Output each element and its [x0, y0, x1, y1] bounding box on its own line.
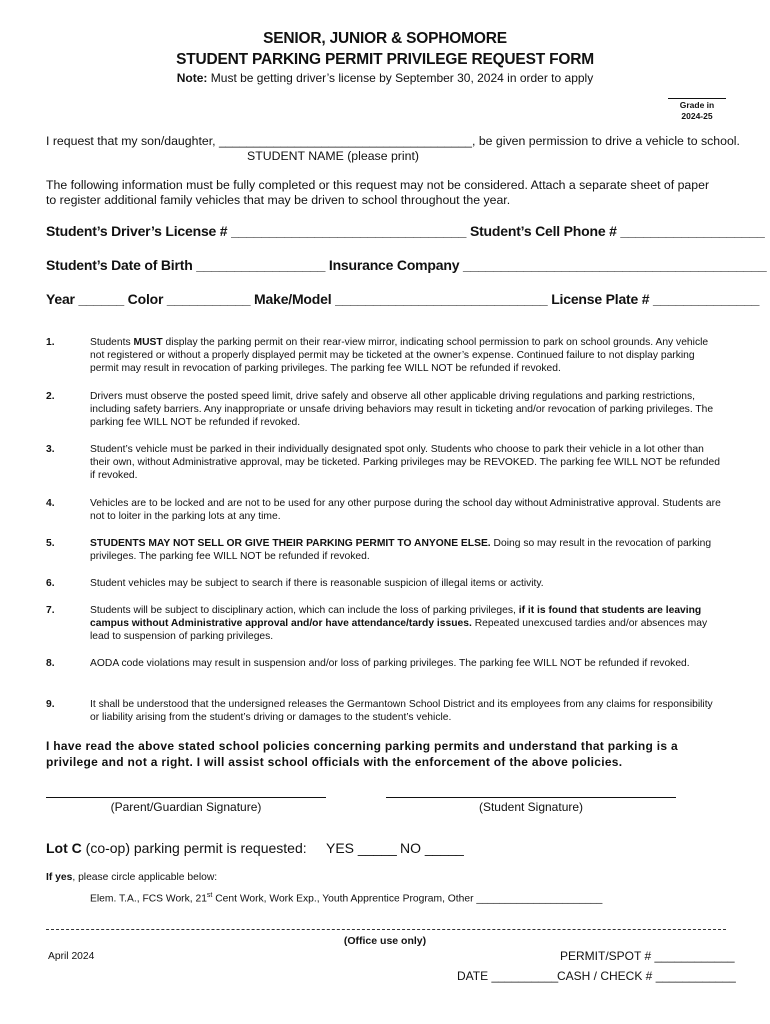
request-suffix: , be given permission to drive a vehicle to school.	[472, 134, 740, 148]
rule-text-pre: Student vehicles may be subject to search if there is reasonable suspicion of illegal items or activity.	[90, 578, 544, 589]
rule-text-pre: Student’s vehicle must be parked in their individually designated spot only. Students who choose to park their vehicle in a lot other than their own, without Administrative approval, may be ticketed. Parking privileges may be REVOKED. The parking fee WILL NOT be refunded if revoked.	[90, 444, 720, 482]
form-date: April 2024	[48, 951, 95, 962]
rule-text-bold: STUDENTS MAY NOT SELL OR GIVE THEIR PARKING PERMIT TO ANYONE ELSE.	[90, 538, 491, 549]
rule-text	[90, 537, 722, 563]
rule-text	[90, 497, 722, 523]
vehicle-fields[interactable]: Year ______ Color ___________ Make/Model ____________________________ License Plate # ______________	[46, 291, 760, 307]
form-title-line1: SENIOR, JUNIOR & SOPHOMORE	[263, 30, 507, 47]
rule-number: 2.	[46, 391, 55, 402]
rule-number: 6.	[46, 578, 55, 589]
permit-spot-field[interactable]: PERMIT/SPOT # ____________	[560, 949, 735, 963]
coop-options-sup: st	[206, 892, 213, 899]
parent-signature-line[interactable]	[46, 797, 326, 798]
coop-options[interactable]	[90, 892, 602, 904]
info-line-1: The following information must be fully completed or this request may not be considered. Attach a separate sheet of paper	[46, 178, 710, 192]
student-signature-caption: (Student Signature)	[478, 800, 584, 814]
rule-number: 9.	[46, 699, 55, 710]
parent-signature-caption: (Parent/Guardian Signature)	[110, 800, 262, 814]
rule-text	[90, 443, 722, 483]
rule-number: 7.	[46, 605, 55, 616]
rule-text	[90, 336, 722, 376]
rule-text-post: Repeated unexcused tardies and/or absences may lead to suspension of parking privileges.	[90, 618, 708, 643]
dob-insurance-fields[interactable]: Student’s Date of Birth _________________ Insurance Company ________________________________________	[46, 257, 767, 273]
license-phone-fields[interactable]: Student’s Driver’s License # _______________________________ Student’s Cell Phone # ___________________	[46, 223, 765, 239]
rule-text-post: Doing so may result in the revocation of parking privileges. The parking fee WILL NOT be refunded if revoked.	[90, 538, 712, 563]
office-divider	[46, 929, 726, 930]
rule-text-post: display the parking permit on their rear-view mirror, indicating school permission to park on school grounds. Any vehicle not registered or without a properly displayed permit may be ticketed at the owner’s expense. Continued failure to not display parking permit may result in revocation of parking privileges. The parking fee WILL NOT be refunded if revoked.	[90, 337, 709, 375]
lotc-yes-field[interactable]: YES _____	[326, 840, 397, 856]
rule-number: 4.	[46, 498, 55, 509]
cash-check-field[interactable]: CASH / CHECK # ____________	[557, 969, 736, 983]
rule-text	[90, 698, 722, 724]
rule-text-bold: if it is found that students are leaving campus without Administrative approval and/or have attendance/tardy issues.	[90, 605, 702, 630]
lotc-label-bold: Lot C	[46, 840, 82, 856]
rule-number: 5.	[46, 538, 55, 549]
info-line-2: to register additional family vehicles that may be driven to school throughout the year.	[46, 193, 511, 207]
rule-number: 3.	[46, 444, 55, 455]
request-prefix: I request that my son/daughter,	[46, 134, 219, 148]
license-note	[0, 71, 770, 85]
if-yes-bold: If yes	[46, 872, 73, 883]
rule-text-bold: MUST	[133, 337, 163, 348]
office-date-field[interactable]: DATE __________	[457, 969, 559, 983]
rule-text-pre: Drivers must observe the posted speed limit, drive safely and observe all other applicable driving regulations and parking restrictions, including safety barriers. Any inappropriate or unsafe driving behaviors may result in ticketing and/or revocation of parking privileges. The parking fee WILL NOT be refunded if revoked.	[90, 391, 714, 429]
if-yes-instruction	[46, 872, 217, 883]
acknowledgement: I have read the above stated school policies concerning parking permits and understand that parking is a privilege and not a right. I will assist school officials with the enforcement of the above policies.	[46, 739, 679, 769]
note-label: Note:	[176, 71, 208, 85]
rule-text	[90, 390, 722, 430]
office-use-label: (Office use only)	[343, 935, 427, 947]
student-signature-line[interactable]	[386, 797, 676, 798]
rule-text-pre: It shall be understood that the undersigned releases the Germantown School District and its employees from any claims for responsibility or liability arising from the student’s driving or damages to the student’s vehicle.	[90, 699, 713, 724]
grade-year: 2024-25	[681, 111, 713, 121]
rule-text-pre: Students will be subject to disciplinary action, which can include the loss of parking privileges,	[90, 605, 519, 616]
grade-field[interactable]	[668, 98, 726, 122]
coop-options-pre: Elem. T.A., FCS Work, 21	[90, 893, 207, 905]
lotc-request	[46, 840, 307, 856]
rule-text-pre: Students	[90, 337, 134, 348]
form-title-line2: STUDENT PARKING PERMIT PRIVILEGE REQUEST FORM	[176, 51, 594, 68]
rule-text	[90, 657, 722, 670]
rule-text	[90, 604, 722, 644]
rule-text-pre: Vehicles are to be locked and are not to be used for any other purpose during the school day without Administrative approval. Students are not to loiter in the parking lots at any time.	[90, 498, 721, 523]
lotc-label-rest: (co-op) parking permit is requested:	[81, 840, 307, 856]
rule-number: 8.	[46, 658, 55, 669]
rule-text-pre: AODA code violations may result in suspension and/or loss of parking privileges. The parking fee WILL NOT be refunded if revoked.	[90, 658, 690, 669]
lotc-no-field[interactable]: NO _____	[400, 840, 464, 856]
rule-number: 1.	[46, 337, 55, 348]
request-line	[46, 134, 740, 148]
grade-label: Grade in	[679, 100, 715, 110]
coop-options-post: Cent Work, Work Exp., Youth Apprentice Program, Other ______________________	[212, 893, 603, 905]
student-name-blank[interactable]: _____________________________________	[218, 134, 472, 148]
note-text: Must be getting driver’s license by September 30, 2024 in order to apply	[207, 71, 594, 85]
rule-text	[90, 577, 722, 590]
student-name-caption: STUDENT NAME (please print)	[247, 149, 419, 163]
if-yes-rest: , please circle applicable below:	[72, 872, 218, 883]
